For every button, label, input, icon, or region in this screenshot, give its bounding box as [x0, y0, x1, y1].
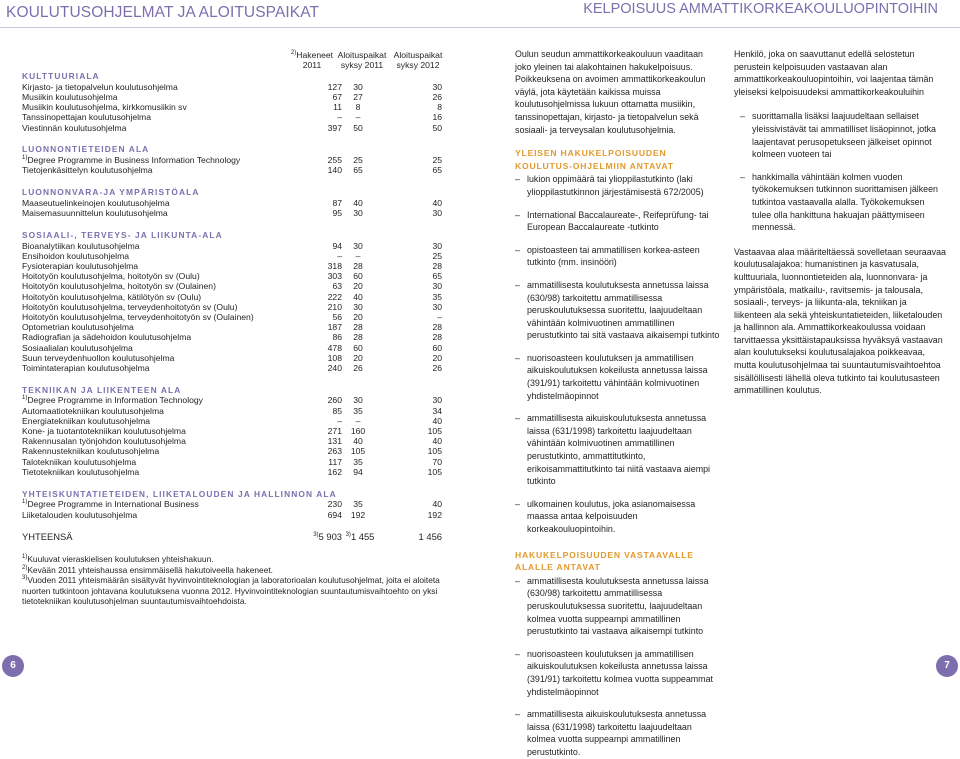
table-row: [22, 426, 442, 436]
programme-label: Suun terveydenhuollon koulutusohjelma: [22, 352, 175, 363]
table-row: [22, 208, 442, 218]
places-2012: 30: [432, 395, 442, 406]
footnote: [22, 554, 442, 565]
applicants-2011: 255: [327, 155, 342, 166]
programme-label: Ensihoidon koulutusohjelma: [22, 250, 130, 261]
column-header-text: Aloituspaikat: [393, 50, 443, 60]
applicants-2011: 94: [332, 240, 342, 251]
list-item: – ulkomainen koulutus, joka asianomaisessa maassa antaa kelpoisuuden korkeakouluopintoihin.: [515, 498, 720, 536]
programme-label: Automaatiotekniikan koulutusohjelma: [22, 405, 164, 416]
table-row: [22, 322, 442, 332]
total-places-2012: 1 456: [418, 531, 442, 543]
applicants-2011: 140: [327, 165, 342, 176]
table-row: [22, 82, 442, 92]
footnote-marker: 3): [313, 532, 319, 539]
programme-name: [22, 363, 150, 373]
footnote-marker: 2): [22, 564, 28, 571]
programme-name: [22, 353, 174, 363]
list-item: – ammatillisesta koulutuksesta annetussa laissa (630/98) tarkoitettu ammatillisessa peruskoulutuksessa suoritettu, laajuudeltaan vähintään kolmivuotinen ammatillinen perustutkinto tai sitä vastaava aikaisempi tutkinto: [515, 279, 720, 342]
applicants-2011: 260: [327, 395, 342, 406]
programme-label: Tanssinopettajan koulutusohjelma: [22, 112, 151, 123]
places-2011: 28: [353, 260, 363, 271]
places-2012: 70: [432, 456, 442, 467]
places-2012: 16: [432, 112, 442, 123]
places-2011: 60: [353, 271, 363, 282]
table-row: [22, 112, 442, 122]
applicants-2011: –: [337, 112, 342, 123]
table-row: [22, 302, 442, 312]
programme-label: Optometrian koulutusohjelma: [22, 322, 134, 333]
list-item: – opistoasteen tai ammatillisen korkea-asteen tutkinto (mm. insinööri): [515, 244, 720, 269]
table-row: [22, 165, 442, 175]
places-2012: 50: [432, 122, 442, 133]
places-2012: 30: [432, 240, 442, 251]
places-2011: 35: [353, 456, 363, 467]
programme-name: [22, 112, 151, 122]
programme-name: [22, 499, 199, 509]
applicants-2011: 127: [327, 81, 342, 92]
applicants-2011: 86: [332, 332, 342, 343]
footnote-text: Vuoden 2011 yhteismäärän sisältyvät hyvinvointiteknologian ja laboratorioalan koulutusohjelmat, joita ei aloiteta nuorten tutkintoon johtavana koulutuksena vuonna 2012. Hyvinvointiteknologian suuntautumisvaihtoehto on yksi tietotekniikan koulutusohjelman suuntautumisvaihtoehdoista.: [22, 575, 440, 607]
programme-name: [22, 208, 168, 218]
places-2012: 60: [432, 342, 442, 353]
applicants-2011: 240: [327, 362, 342, 373]
places-2011: 94: [353, 466, 363, 477]
footnote-marker: 1): [22, 554, 28, 561]
programme-label: Musiikin koulutusohjelma, kirkkomusiikin sv: [22, 102, 187, 113]
section-heading: TEKNIIKAN JA LIIKENTEEN ALA: [22, 384, 182, 395]
programme-label: Viestinnän koulutusohjelma: [22, 122, 127, 133]
places-2012: 40: [432, 197, 442, 208]
places-2012: 65: [432, 165, 442, 176]
programme-label: Tietotekniikan koulutusohjelma: [22, 466, 140, 477]
applicants-2011: 187: [327, 322, 342, 333]
section-heading: LUONNONVARA-JA YMPÄRISTÖALA: [22, 187, 200, 197]
extension-intro: Henkilö, joka on saavuttanut edellä selostetun perustein kelpoisuuden vastaavan alan ammattikorkeakouluopintoihin, voi laajentaa tämän yleiseksi kelpoisuudeksi ammattikorkeakouluihin: [734, 49, 934, 97]
places-2011: 105: [350, 446, 366, 457]
places-2011: –: [355, 112, 361, 123]
places-2011: 27: [353, 92, 363, 102]
programme-label: Maisemasuunnittelun koulutusohjelma: [22, 208, 168, 218]
list-item: – ammatillisesta aikuiskoulutuksesta annetussa laissa (631/1998) tarkoitettu laajuudeltaan kolmea vuotta suppeampi ammatillinen perustutkinto.: [515, 708, 720, 758]
programme-name: [22, 436, 186, 446]
places-2011: 8: [355, 102, 361, 113]
programme-label: Energiatekniikan koulutusohjelma: [22, 415, 151, 426]
places-2011: 160: [350, 426, 366, 436]
places-2011: 50: [353, 122, 363, 133]
total-applicants-value: 5 903: [318, 531, 342, 543]
footnote-marker: 3): [345, 532, 351, 539]
applicants-2011: –: [337, 415, 342, 426]
places-2012: 26: [432, 362, 442, 373]
list-item: – nuorisoasteen koulutuksen ja ammatillisen aikuiskoulutuksen kokeilusta annetussa laissa (391/91) tarkoitettu vähintään kolmivuotinen yhdistelmäopinnot: [515, 352, 720, 402]
page-title-left: KOULUTUSOHJELMAT JA ALOITUSPAIKAT: [6, 4, 320, 21]
total-row: [22, 532, 442, 545]
table-row: [22, 363, 442, 373]
column-header-line1: [388, 50, 448, 60]
header-divider: [0, 27, 960, 28]
list-item: – ammatillisesta koulutuksesta annetussa laissa (630/98) tarkoitettu ammatillisessa peruskoulutuksessa suoritettu, laajuudeltaan kolmea vuotta suppeampi ammatillinen perustutkinto tai vastaava aikaisempi tutkinto: [515, 575, 720, 638]
places-2011: 35: [353, 499, 363, 510]
page-number-left: 6: [2, 655, 24, 677]
applicants-2011: 303: [327, 271, 342, 282]
programme-label: Degree Programme in Information Technology: [27, 395, 203, 406]
list-item: – ammatillisesta aikuiskoulutuksesta annetussa laissa (631/1998) tarkoitettu laajuudeltaan vähintään kolmivuotinen ammatillinen perustutkinto, ammattitutkinto, erikoisammattitutkinto tai niitä vastaava aiempi tutkinto: [515, 412, 720, 488]
places-2011: 28: [353, 332, 363, 343]
applicants-2011: 230: [327, 499, 342, 510]
places-2012: 105: [427, 426, 442, 436]
programme-name: [22, 343, 133, 353]
column-header-line2: syksy 2011: [340, 60, 384, 70]
applicants-2011: –: [337, 250, 342, 261]
applicants-2011: 318: [327, 260, 342, 271]
programme-name: [22, 416, 150, 426]
programme-name: [22, 102, 187, 112]
places-2011: 28: [353, 322, 363, 333]
total-places-2011-value: 1 455: [350, 531, 375, 543]
applicants-2011: 397: [327, 122, 342, 133]
column-header-line2: syksy 2012: [396, 60, 440, 70]
places-2012: 30: [432, 301, 442, 312]
places-2012: 28: [432, 332, 442, 343]
extension-list: [734, 110, 946, 233]
places-2011: 30: [353, 395, 363, 406]
table-row: [22, 251, 442, 261]
places-2012: 40: [432, 436, 442, 447]
programme-label: Hoitotyön koulutusohjelma, kätilötyön sv (Oulu): [22, 291, 202, 302]
footnote-marker: 1): [22, 499, 28, 506]
table-row: [22, 332, 442, 342]
programme-name: [22, 426, 186, 436]
list-item: – International Baccalaureate-, Reifeprüfung- tai European Baccalaureate -tutkinto: [515, 209, 720, 234]
column-header-text: Aloituspaikat: [337, 50, 387, 60]
programme-label: Kone- ja tuotantotekniikan koulutusohjelma: [22, 426, 186, 436]
table-row: [22, 416, 442, 426]
programme-name: [22, 467, 139, 477]
table-row: [22, 406, 442, 416]
programme-label: Liiketalouden koulutusohjelma: [22, 509, 138, 520]
places-2012: 35: [432, 291, 442, 302]
column-header-line2: 2011: [302, 60, 322, 70]
footnote: [22, 575, 442, 607]
programme-label: Talotekniikan koulutusohjelma: [22, 456, 137, 467]
extension-column: [734, 48, 946, 397]
places-2011: 26: [353, 362, 363, 373]
programme-name: [22, 332, 191, 342]
places-2012: –: [437, 311, 442, 322]
programme-label: Rakennustekniikan koulutusohjelma: [22, 446, 160, 457]
places-2011: –: [355, 250, 361, 261]
places-2012: 65: [432, 271, 442, 282]
programme-label: Radiografian ja sädehoidon koulutusohjelma: [22, 332, 192, 343]
places-2012: 40: [432, 499, 442, 510]
programme-label: Musiikin koulutusohjelma: [22, 92, 118, 102]
total-label: YHTEENSÄ: [22, 531, 73, 543]
places-2011: 30: [353, 240, 363, 251]
programme-label: Bioanalytiikan koulutusohjelma: [22, 240, 140, 251]
field-eligibility-heading: HAKUKELPOISUUDEN VASTAAVALLE ALALLE ANTAVAT: [515, 549, 694, 573]
table-row: [22, 510, 442, 520]
programme-label: Kirjasto- ja tietopalvelun koulutusohjelma: [22, 81, 178, 92]
programme-label: Degree Programme in International Business: [27, 499, 199, 510]
places-2012: 34: [432, 405, 442, 416]
table-row: [22, 102, 442, 112]
programme-label: Tietojenkäsittelyn koulutusohjelma: [22, 165, 153, 176]
applicants-2011: 210: [327, 301, 342, 312]
programme-name: [22, 395, 203, 405]
places-2011: 30: [353, 208, 363, 218]
programme-label: Hoitotyön koulutusohjelma, terveydenhoitotyön sv (Oulainen): [22, 311, 254, 322]
applicants-2011: 271: [327, 426, 342, 436]
programme-name: [22, 198, 170, 208]
places-2011: –: [355, 415, 361, 426]
table-row: [22, 292, 442, 302]
applicants-2011: 478: [327, 342, 342, 353]
programme-label: Degree Programme in Business Information Technology: [27, 155, 241, 166]
places-2012: 192: [427, 509, 442, 520]
programme-name: [22, 406, 164, 416]
general-eligibility-heading: YLEISEN HAKUKELPOISUUDEN KOULUTUS-OHJELMIIN ANTAVAT: [515, 148, 674, 171]
places-2012: 28: [432, 260, 442, 271]
table-row: [22, 155, 442, 165]
places-2011: 192: [350, 509, 366, 520]
footnote-text: Kuuluvat vieraskielisen koulutuksen yhteishakuun.: [27, 554, 214, 565]
applicants-2011: 694: [327, 509, 342, 520]
column-header-text: Hakeneet: [296, 50, 334, 60]
applicants-2011: 87: [332, 197, 342, 208]
places-2012: 25: [432, 155, 442, 166]
places-2012: 28: [432, 322, 442, 333]
programme-name: [22, 271, 200, 281]
programme-label: Hoitotyön koulutusohjelma, hoitotyön sv (Oulainen): [22, 281, 216, 292]
table-row: [22, 271, 442, 281]
places-2011: 40: [353, 436, 363, 447]
table-row: [22, 198, 442, 208]
programme-label: Fysioterapian koulutusohjelma: [22, 260, 139, 271]
programme-name: [22, 123, 126, 133]
places-2012: 105: [427, 466, 442, 477]
list-item: – hankkimalla vähintään kolmen vuoden työkokemuksen tutkinnon suorittamisen jälkeen tutkintoa vastaavalla alalla. Työkokemuksen tulee olla hankittuna hakuajan päättymiseen mennessä.: [740, 171, 946, 234]
section-heading: SOSIAALI-, TERVEYS- JA LIIKUNTA-ALA: [22, 229, 223, 240]
applicants-2011: 222: [327, 291, 342, 302]
applicants-2011: 131: [327, 436, 342, 447]
places-2011: 65: [353, 165, 363, 176]
applicants-2011: 11: [333, 102, 342, 113]
list-item: – nuorisoasteen koulutuksen ja ammatillisen aikuiskoulutuksen kokeilusta annetussa laissa (391/91) tarkoitettu kolmea vuotta suppeammat yhdistelmäopinnot: [515, 648, 720, 698]
places-2012: 30: [432, 81, 442, 92]
footnote-marker: 1): [22, 395, 28, 402]
places-2011: 35: [353, 405, 363, 416]
places-2011: 30: [353, 301, 363, 312]
column-header: [388, 50, 448, 70]
places-2011: 20: [353, 352, 363, 363]
table-row: [22, 312, 442, 322]
applicants-2011: 95: [332, 208, 342, 218]
places-2011: 40: [353, 291, 363, 302]
table-row: [22, 457, 442, 467]
programme-label: Hoitotyön koulutusohjelma, terveydenhoitotyön sv (Oulu): [22, 301, 238, 312]
programme-label: Sosiaalialan koulutusohjelma: [22, 342, 133, 353]
programme-label: Rakennusalan työnjohdon koulutusohjelma: [22, 436, 186, 447]
column-header: [332, 50, 392, 70]
general-eligibility-list: [515, 173, 720, 535]
footnote-marker: 3): [22, 575, 28, 582]
table-row: [22, 92, 442, 102]
places-2012: 30: [432, 281, 442, 292]
applicants-2011: 56: [332, 311, 342, 322]
table-row: [22, 446, 442, 456]
eligibility-intro: Oulun seudun ammattikorkeakouluun vaaditaan joko yleinen tai alakohtainen hakukelpoisuus. Poikkeuksena on avoimen ammattikorkeakoulun väylä, jota käytetään kaikissa muissa koulutusohjelmissa lukuun ottamatta musiikin, tanssinopettajan, kirjasto- ja tietopalvelun sekä sosiaali- ja terveysalan koulutusohjelmia.: [515, 49, 706, 135]
applicants-2011: 263: [327, 446, 342, 457]
programme-name: [22, 165, 153, 175]
places-2011: 20: [353, 311, 363, 322]
programme-label: Hoitotyön koulutusohjelma, hoitotyön sv (Oulu): [22, 271, 200, 282]
applicants-2011: 67: [332, 92, 342, 102]
total-places-2011: [330, 532, 390, 542]
applicants-2011: 63: [332, 281, 342, 292]
table-row: [22, 123, 442, 133]
places-2012: 8: [437, 102, 442, 113]
table-row: [22, 353, 442, 363]
programme-name: [22, 457, 136, 467]
programme-label: Toimintaterapian koulutusohjelma: [22, 362, 150, 373]
programme-name: [22, 322, 134, 332]
programme-name: [22, 281, 216, 291]
table-row: [22, 241, 442, 251]
field-eligibility-list: [515, 575, 720, 759]
applicants-2011: 85: [332, 405, 342, 416]
section-heading: YHTEISKUNTATIETEIDEN, LIIKETALOUDEN JA HALLINNON ALA: [22, 488, 337, 499]
places-2012: 30: [432, 208, 442, 218]
programme-name: [22, 302, 237, 312]
page-title-right: KELPOISUUS AMMATTIKORKEAKOULUOPINTOIHIN: [583, 1, 938, 17]
table-row: [22, 499, 442, 509]
programme-name: [22, 510, 137, 520]
places-2011: 20: [353, 281, 363, 292]
programme-name: [22, 92, 118, 102]
places-2012: 25: [432, 250, 442, 261]
places-2012: 105: [427, 446, 442, 457]
section-heading: LUONNONTIETEIDEN ALA: [22, 144, 150, 155]
footnote-marker: 2): [290, 50, 297, 57]
programme-name: [22, 251, 129, 261]
programme-label: Maaseutuelinkeinojen koulutusohjelma: [22, 197, 170, 208]
applicants-2011: 162: [327, 466, 342, 477]
programme-name: [22, 292, 201, 302]
table-row: [22, 395, 442, 405]
places-2011: 25: [353, 155, 363, 166]
programme-name: [22, 261, 138, 271]
field-definition-text: Vastaavaa alaa määriteltäessä sovelletaan seuraavaa koulutusalajakoa: humanistinen ja kasvatusala, kulttuuriala, luonnontieteiden ala, luonnonvara- ja ympäristöala, matkailu-, ravitsemis- ja talousala, sosiaali-, terveys- ja liikunta-ala, tekniikan ja liikenteen ala sekä yhteiskuntatieteiden, liiketalouden ja hallinnon ala. Ammattikorkeakoulussa voidaan tarvittaessa yksittäistapauksissa hyväksyä vastaavan alan koulutukseksi koulutusalajakoa poikkeavaa, mutta koulutusohjelmaa tai suuntautumisvaihtoehtoa sisällöllisesti lähellä oleva tutkinto tai koulutusasteen ammatillinen koulutus.: [734, 246, 946, 396]
places-2011: 40: [353, 197, 363, 208]
table-row: [22, 343, 442, 353]
list-item: – suorittamalla lisäksi laajuudeltaan sellaiset yleissivistävät tai ammatilliset lisäopinnot, jotka laajentavat perusopetukseen jälkeiset opinnot kolmeen vuoteen tai: [740, 110, 946, 160]
places-2012: 26: [432, 92, 442, 102]
places-2011: 60: [353, 342, 363, 353]
eligibility-column: [515, 48, 720, 759]
programme-name: [22, 155, 240, 165]
list-item: – lukion oppimäärä tai ylioppilastutkinto (laki ylioppilastutkinnon järjestämisestä 672/2005): [515, 173, 720, 198]
programme-name: [22, 82, 178, 92]
programme-name: [22, 446, 159, 456]
places-2011: 30: [353, 81, 363, 92]
footnote: [22, 565, 442, 576]
places-2012: 20: [432, 352, 442, 363]
footnote-text: Kevään 2011 yhteishaussa ensimmäisellä hakutoiveella hakeneet.: [27, 564, 274, 575]
table-row: [22, 436, 442, 446]
applicants-2011: 117: [328, 456, 342, 467]
table-row: [22, 467, 442, 477]
section-heading: KULTTUURIALA: [22, 71, 100, 81]
places-2012: 40: [432, 415, 442, 426]
applicants-2011: 108: [327, 352, 342, 363]
programme-name: [22, 312, 254, 322]
table-row: [22, 281, 442, 291]
table-row: [22, 261, 442, 271]
page-number-right: 7: [936, 655, 958, 677]
column-header-line1: [332, 50, 392, 60]
footnote-marker: 1): [22, 155, 28, 162]
programme-name: [22, 241, 140, 251]
